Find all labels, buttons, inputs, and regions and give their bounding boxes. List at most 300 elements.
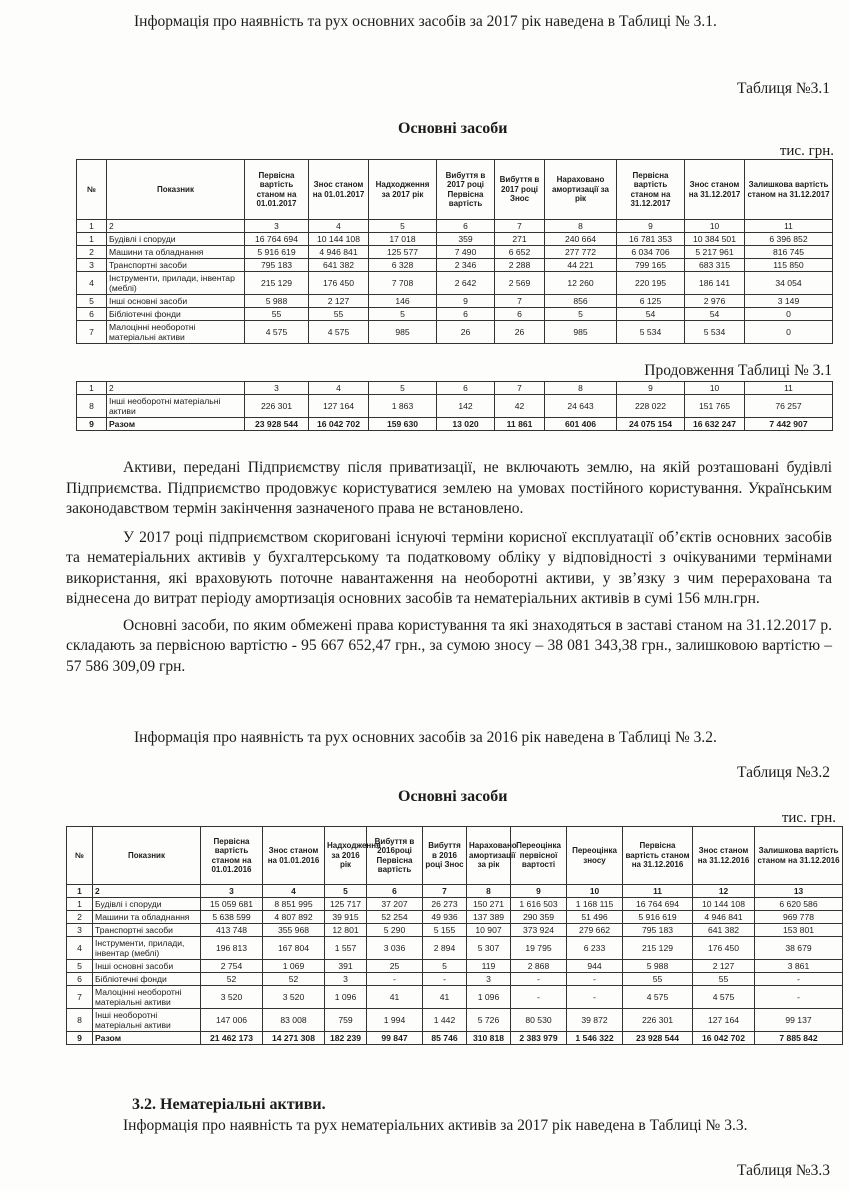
- table-cell: 5 290: [367, 924, 423, 937]
- table-cell: 271: [495, 233, 545, 246]
- table-cell: 8: [545, 220, 617, 233]
- table-cell: 226 301: [245, 395, 309, 418]
- table-cell: 7: [495, 220, 545, 233]
- table-cell: 3 036: [367, 937, 423, 960]
- table-cell: 359: [437, 233, 495, 246]
- row-label: Інші основні засоби: [93, 960, 201, 973]
- header-row: [77, 160, 833, 220]
- table-cell: 159 630: [369, 418, 437, 431]
- table-cell: 3 520: [263, 986, 325, 1009]
- table-cell: 41: [423, 986, 467, 1009]
- column-number-row: [77, 220, 833, 233]
- table-cell: 985: [369, 321, 437, 344]
- table-cell: 0: [745, 308, 833, 321]
- table-cell: 6 620 586: [755, 898, 843, 911]
- table-cell: 54: [617, 308, 685, 321]
- row-label: Малоцінні необоротні матеріальні активи: [93, 986, 201, 1009]
- table-3-2-unit: тис. грн.: [781, 810, 836, 826]
- header-row: [67, 827, 843, 885]
- table-3-1: [76, 159, 833, 344]
- column-header: Вибуття в 2017 році Знос: [495, 160, 545, 220]
- table-cell: 3 149: [745, 295, 833, 308]
- row-label: Малоцінні необоротні матеріальні активи: [107, 321, 245, 344]
- table-3-3-label: Таблиця №3.3: [737, 1162, 830, 1179]
- table-3-1-continuation: [76, 381, 833, 431]
- table-cell: 226 301: [623, 1009, 693, 1032]
- table-cell: 16 764 694: [623, 898, 693, 911]
- table-3-1-title: Основні засоби: [398, 120, 508, 137]
- column-header: Первісна вартість станом на 31.12.2016: [623, 827, 693, 885]
- table-cell: 13 020: [437, 418, 495, 431]
- table-cell: -: [511, 973, 567, 986]
- table-row: [67, 924, 843, 937]
- table-cell: 355 968: [263, 924, 325, 937]
- table-cell: 2: [67, 911, 93, 924]
- table-cell: 4 946 841: [693, 911, 755, 924]
- table-cell: 10: [685, 382, 745, 395]
- table-cell: -: [567, 973, 623, 986]
- table-cell: 10: [567, 885, 623, 898]
- column-header: Залишкова вартість станом на 31.12.2017: [745, 160, 833, 220]
- table-3-2-label: Таблиця №3.2: [737, 764, 830, 781]
- table-cell: 24 075 154: [617, 418, 685, 431]
- table-cell: 1 994: [367, 1009, 423, 1032]
- table-cell: 2 754: [201, 960, 263, 973]
- table-cell: 5: [545, 308, 617, 321]
- table-cell: 2 894: [423, 937, 467, 960]
- table-cell: 2 127: [693, 960, 755, 973]
- table-cell: 2: [77, 246, 107, 259]
- table-cell: 641 382: [309, 259, 369, 272]
- row-label: Транспортні засоби: [107, 259, 245, 272]
- table-cell: -: [755, 973, 843, 986]
- table-cell: 8: [545, 382, 617, 395]
- table-cell: 55: [309, 308, 369, 321]
- table-row: [77, 233, 833, 246]
- table-cell: 220 195: [617, 272, 685, 295]
- row-label: Будівлі і споруди: [107, 233, 245, 246]
- table-cell: 23 928 544: [623, 1032, 693, 1045]
- column-header: Первісна вартість станом на 01.01.2017: [245, 160, 309, 220]
- table-cell: 10 384 501: [685, 233, 745, 246]
- column-header: Вибуття в 2016 році Знос: [423, 827, 467, 885]
- table-cell: 6: [437, 220, 495, 233]
- table-cell: 7 885 842: [755, 1032, 843, 1045]
- table-cell: 3: [467, 973, 511, 986]
- table-cell: 7: [67, 986, 93, 1009]
- table-cell: 3 520: [201, 986, 263, 1009]
- table-cell: -: [755, 986, 843, 1009]
- column-header: Знос станом на 31.12.2016: [693, 827, 755, 885]
- table-3-1-label: Таблиця №3.1: [737, 80, 830, 97]
- table-cell: 125 717: [325, 898, 367, 911]
- table-cell: 26 273: [423, 898, 467, 911]
- table-cell: 4 946 841: [309, 246, 369, 259]
- table-cell: 3: [67, 924, 93, 937]
- column-header: Вибуття в 2016році Первісна вартість: [367, 827, 423, 885]
- table-cell: 23 928 544: [245, 418, 309, 431]
- table-cell: 76 257: [745, 395, 833, 418]
- table-cell: 7: [77, 321, 107, 344]
- table-cell: 12: [693, 885, 755, 898]
- table-cell: 9: [617, 220, 685, 233]
- total-row: [77, 418, 833, 431]
- table-cell: 2 569: [495, 272, 545, 295]
- table-cell: 142: [437, 395, 495, 418]
- table-cell: 26: [495, 321, 545, 344]
- table-cell: 1: [77, 233, 107, 246]
- table-cell: 5: [369, 308, 437, 321]
- table-cell: 7 708: [369, 272, 437, 295]
- row-label: Будівлі і споруди: [93, 898, 201, 911]
- table-cell: 4 575: [693, 986, 755, 1009]
- table-3-2-title: Основні засоби: [398, 788, 508, 805]
- table-cell: 9: [437, 295, 495, 308]
- table-cell: 146: [369, 295, 437, 308]
- table-cell: 119: [467, 960, 511, 973]
- table-cell: 5 726: [467, 1009, 511, 1032]
- table-cell: 2 642: [437, 272, 495, 295]
- table-cell: 41: [367, 986, 423, 1009]
- table-cell: 4 807 892: [263, 911, 325, 924]
- table-cell: 795 183: [623, 924, 693, 937]
- column-number-row: [67, 885, 843, 898]
- table-cell: 1 069: [263, 960, 325, 973]
- table-cell: 2 346: [437, 259, 495, 272]
- row-label: Інші необоротні матеріальні активи: [107, 395, 245, 418]
- table-cell: 8: [77, 395, 107, 418]
- table-cell: 10 144 108: [309, 233, 369, 246]
- table-cell: 9: [67, 1032, 93, 1045]
- table-cell: 8: [467, 885, 511, 898]
- table-cell: 24 643: [545, 395, 617, 418]
- table-cell: 6: [367, 885, 423, 898]
- table-cell: 196 813: [201, 937, 263, 960]
- column-header: Залишкова вартість станом на 31.12.2016: [755, 827, 843, 885]
- table-3-1-continuation-label: Продовження Таблиці № 3.1: [644, 362, 832, 379]
- table-cell: 601 406: [545, 418, 617, 431]
- column-header: Нараховано амортизації за рік: [545, 160, 617, 220]
- table-cell: 3 861: [755, 960, 843, 973]
- column-header: Переоцінка первісної вартості: [511, 827, 567, 885]
- table-cell: 1 616 503: [511, 898, 567, 911]
- row-label: Бібліотечні фонди: [107, 308, 245, 321]
- column-header: Первісна вартість станом на 01.01.2016: [201, 827, 263, 885]
- table-cell: 6 396 852: [745, 233, 833, 246]
- table-cell: 3: [325, 973, 367, 986]
- total-row: [67, 1032, 843, 1045]
- table-cell: 5: [369, 220, 437, 233]
- table-cell: 11: [623, 885, 693, 898]
- table-cell: 19 795: [511, 937, 567, 960]
- table-cell: 52 254: [367, 911, 423, 924]
- table-cell: 26: [437, 321, 495, 344]
- table-row: [77, 308, 833, 321]
- table-cell: 85 746: [423, 1032, 467, 1045]
- table-cell: 6 652: [495, 246, 545, 259]
- table-cell: 641 382: [693, 924, 755, 937]
- table-cell: 16 764 694: [245, 233, 309, 246]
- table-cell: 6: [495, 308, 545, 321]
- table-cell: 151 765: [685, 395, 745, 418]
- table-cell: 5 307: [467, 937, 511, 960]
- table-cell: 12 260: [545, 272, 617, 295]
- table-cell: 5: [325, 885, 367, 898]
- table-cell: 5 534: [685, 321, 745, 344]
- table-cell: 6: [437, 308, 495, 321]
- table-cell: 4: [309, 220, 369, 233]
- table-cell: 7 490: [437, 246, 495, 259]
- column-header: №: [77, 160, 107, 220]
- row-label: Інші необоротні матеріальні активи: [93, 1009, 201, 1032]
- table-row: [67, 986, 843, 1009]
- table-cell: 5: [67, 960, 93, 973]
- table-cell: 279 662: [567, 924, 623, 937]
- table-cell: 15 059 681: [201, 898, 263, 911]
- table-cell: 985: [545, 321, 617, 344]
- row-label: 2: [107, 382, 245, 395]
- column-header: №: [67, 827, 93, 885]
- table-cell: 6 034 706: [617, 246, 685, 259]
- paragraph-land: Активи, передані Підприємству після приватизації, не включають землю, на якій розташовані будівлі Підприємства. Підприємство продовжує користуватися землею на умовах постійного користування. Українським законодавством термін закінчення зазначеного права не встановлено.: [66, 459, 832, 517]
- table-cell: 1 168 115: [567, 898, 623, 911]
- table-cell: 310 818: [467, 1032, 511, 1045]
- table-cell: 6: [77, 308, 107, 321]
- column-header: Вибуття в 2017 році Первісна вартість: [437, 160, 495, 220]
- table-cell: 38 679: [755, 937, 843, 960]
- table-cell: 795 183: [245, 259, 309, 272]
- table-cell: 7: [495, 382, 545, 395]
- table-cell: 4: [67, 937, 93, 960]
- section-heading: 3.2. Нематеріальні активи.: [132, 1096, 326, 1113]
- table-cell: 4 575: [309, 321, 369, 344]
- column-header: Переоцінка зносу: [567, 827, 623, 885]
- table-cell: 16 632 247: [685, 418, 745, 431]
- table-cell: 7: [423, 885, 467, 898]
- table-cell: 55: [693, 973, 755, 986]
- table-cell: 8: [67, 1009, 93, 1032]
- table-cell: 49 936: [423, 911, 467, 924]
- row-label: Інші основні засоби: [107, 295, 245, 308]
- table-cell: -: [567, 986, 623, 1009]
- table-cell: 34 054: [745, 272, 833, 295]
- table-cell: 182 239: [325, 1032, 367, 1045]
- table-cell: 16 042 702: [309, 418, 369, 431]
- table-cell: 3: [245, 220, 309, 233]
- intro-2016: Інформація про наявність та рух основних засобів за 2016 рік наведена в Таблиці № 3.2.: [134, 729, 717, 746]
- table-row: [67, 937, 843, 960]
- column-header: Надходження за 2016 рік: [325, 827, 367, 885]
- column-header: Знос станом на 31.12.2017: [685, 160, 745, 220]
- table-cell: 39 915: [325, 911, 367, 924]
- column-number-row: [77, 382, 833, 395]
- column-header: Надходження за 2017 рік: [369, 160, 437, 220]
- table-cell: 21 462 173: [201, 1032, 263, 1045]
- paragraph-pledge: Основні засоби, по яким обмежені права користування та які знаходяться в заставі станом на 31.12.2017 р. складають за первісною вартістю - 95 667 652,47 грн., за сумою зносу – 38 081 343,38 грн., залишковою вартістю – 57 586 309,09 грн.: [66, 616, 832, 675]
- table-cell: 186 141: [685, 272, 745, 295]
- table-cell: 683 315: [685, 259, 745, 272]
- table-row: [67, 911, 843, 924]
- intro-intangible-block: [66, 1116, 832, 1137]
- table-cell: 10: [685, 220, 745, 233]
- table-cell: 4 575: [245, 321, 309, 344]
- table-cell: 5 638 599: [201, 911, 263, 924]
- row-label: 2: [107, 220, 245, 233]
- table-cell: 1 442: [423, 1009, 467, 1032]
- table-cell: 969 778: [755, 911, 843, 924]
- table-cell: 277 772: [545, 246, 617, 259]
- table-cell: 5 988: [245, 295, 309, 308]
- table-cell: -: [511, 986, 567, 1009]
- table-cell: 5 217 961: [685, 246, 745, 259]
- table-cell: 5: [423, 960, 467, 973]
- table-cell: 816 745: [745, 246, 833, 259]
- table-cell: 7: [495, 295, 545, 308]
- table-cell: 16 042 702: [693, 1032, 755, 1045]
- table-cell: 2 383 979: [511, 1032, 567, 1045]
- table-cell: 944: [567, 960, 623, 973]
- table-cell: 127 164: [693, 1009, 755, 1032]
- table-cell: 5 988: [623, 960, 693, 973]
- table-cell: 83 008: [263, 1009, 325, 1032]
- table-cell: 6 328: [369, 259, 437, 272]
- table-cell: 6: [67, 973, 93, 986]
- table-cell: 1 096: [467, 986, 511, 1009]
- table-cell: 5 916 619: [623, 911, 693, 924]
- table-row: [77, 259, 833, 272]
- table-cell: 42: [495, 395, 545, 418]
- table-3-1-unit: тис. грн.: [779, 143, 834, 159]
- table-row: [67, 973, 843, 986]
- body-text: [66, 458, 832, 677]
- table-cell: 137 389: [467, 911, 511, 924]
- column-header: Показник: [93, 827, 201, 885]
- table-cell: 5 534: [617, 321, 685, 344]
- row-label: Інструменти, прилади, інвентар (меблі): [107, 272, 245, 295]
- table-row: [67, 898, 843, 911]
- table-cell: 6: [437, 382, 495, 395]
- table-cell: 51 496: [567, 911, 623, 924]
- table-cell: 391: [325, 960, 367, 973]
- table-cell: 1: [67, 898, 93, 911]
- table-cell: 5: [77, 295, 107, 308]
- table-cell: 167 804: [263, 937, 325, 960]
- table-cell: 1: [67, 885, 93, 898]
- table-cell: 5 916 619: [245, 246, 309, 259]
- table-cell: 11: [745, 220, 833, 233]
- table-cell: 80 530: [511, 1009, 567, 1032]
- table-cell: 4 575: [623, 986, 693, 1009]
- column-header: Нараховано амортизації за рік: [467, 827, 511, 885]
- table-cell: 2 288: [495, 259, 545, 272]
- table-cell: 240 664: [545, 233, 617, 246]
- paragraph-useful-life: У 2017 році підприємством скориговані існуючі терміни корисної експлуатації об’єктів основних засобів та нематеріальних активів у бухгалтерському та податковому обліку у відповідності з очікуваними термінами використання, які враховують поточне навантаження на необоротні активи, у зв’язку з чим перерахована та віднесена до витрат періоду амортизація основних засобів та нематеріальних активів в сумі 156 млн.грн.: [66, 528, 832, 607]
- table-cell: 6 125: [617, 295, 685, 308]
- table-cell: 44 221: [545, 259, 617, 272]
- table-cell: 7 442 907: [745, 418, 833, 431]
- table-cell: 10 144 108: [693, 898, 755, 911]
- intro-2017: Інформація про наявність та рух основних засобів за 2017 рік наведена в Таблиці № 3.1.: [134, 13, 717, 30]
- table-row: [77, 272, 833, 295]
- table-cell: 228 022: [617, 395, 685, 418]
- table-cell: 12 801: [325, 924, 367, 937]
- table-cell: 799 165: [617, 259, 685, 272]
- table-cell: 99 847: [367, 1032, 423, 1045]
- table-cell: 290 359: [511, 911, 567, 924]
- table-cell: 13: [755, 885, 843, 898]
- table-cell: 14 271 308: [263, 1032, 325, 1045]
- table-cell: 2 127: [309, 295, 369, 308]
- column-header: Знос станом на 01.01.2017: [309, 160, 369, 220]
- table-cell: 4: [309, 382, 369, 395]
- table-cell: 55: [245, 308, 309, 321]
- table-cell: 5: [369, 382, 437, 395]
- table-row: [67, 1009, 843, 1032]
- table-cell: 9: [511, 885, 567, 898]
- table-cell: 11 861: [495, 418, 545, 431]
- table-cell: 373 924: [511, 924, 567, 937]
- table-cell: 3: [245, 382, 309, 395]
- column-header: Первісна вартість станом на 31.12.2017: [617, 160, 685, 220]
- row-label: Разом: [107, 418, 245, 431]
- row-label: Разом: [93, 1032, 201, 1045]
- table-cell: 856: [545, 295, 617, 308]
- table-cell: 150 271: [467, 898, 511, 911]
- table-cell: 10 907: [467, 924, 511, 937]
- table-cell: 125 577: [369, 246, 437, 259]
- table-cell: 5 155: [423, 924, 467, 937]
- row-label: Бібліотечні фонди: [93, 973, 201, 986]
- table-cell: 176 450: [309, 272, 369, 295]
- intro-intangible: Інформація про наявність та рух нематеріальних активів за 2017 рік наведена в Таблиці № 3.3.: [123, 1117, 748, 1134]
- table-cell: 17 018: [369, 233, 437, 246]
- table-cell: 176 450: [693, 937, 755, 960]
- table-cell: 39 872: [567, 1009, 623, 1032]
- table-row: [67, 960, 843, 973]
- table-cell: 0: [745, 321, 833, 344]
- table-3-2: [66, 826, 843, 1045]
- row-label: Машини та обладнання: [107, 246, 245, 259]
- table-cell: 1: [77, 220, 107, 233]
- table-cell: 6 233: [567, 937, 623, 960]
- table-cell: 215 129: [245, 272, 309, 295]
- table-cell: 4: [77, 272, 107, 295]
- table-cell: 9: [77, 418, 107, 431]
- row-label: Машини та обладнання: [93, 911, 201, 924]
- table-cell: 4: [263, 885, 325, 898]
- table-cell: 9: [617, 382, 685, 395]
- column-header: Показник: [107, 160, 245, 220]
- table-cell: -: [423, 973, 467, 986]
- table-cell: 759: [325, 1009, 367, 1032]
- table-cell: 127 164: [309, 395, 369, 418]
- table-cell: 11: [745, 382, 833, 395]
- table-cell: -: [367, 973, 423, 986]
- table-cell: 2 868: [511, 960, 567, 973]
- table-cell: 3: [77, 259, 107, 272]
- column-header: Знос станом на 01.01.2016: [263, 827, 325, 885]
- table-cell: 16 781 353: [617, 233, 685, 246]
- table-row: [77, 295, 833, 308]
- row-label: 2: [93, 885, 201, 898]
- table-cell: 413 748: [201, 924, 263, 937]
- table-cell: 8 851 995: [263, 898, 325, 911]
- table-cell: 1 096: [325, 986, 367, 1009]
- row-label: Транспортні засоби: [93, 924, 201, 937]
- table-cell: 52: [263, 973, 325, 986]
- table-cell: 52: [201, 973, 263, 986]
- table-cell: 37 207: [367, 898, 423, 911]
